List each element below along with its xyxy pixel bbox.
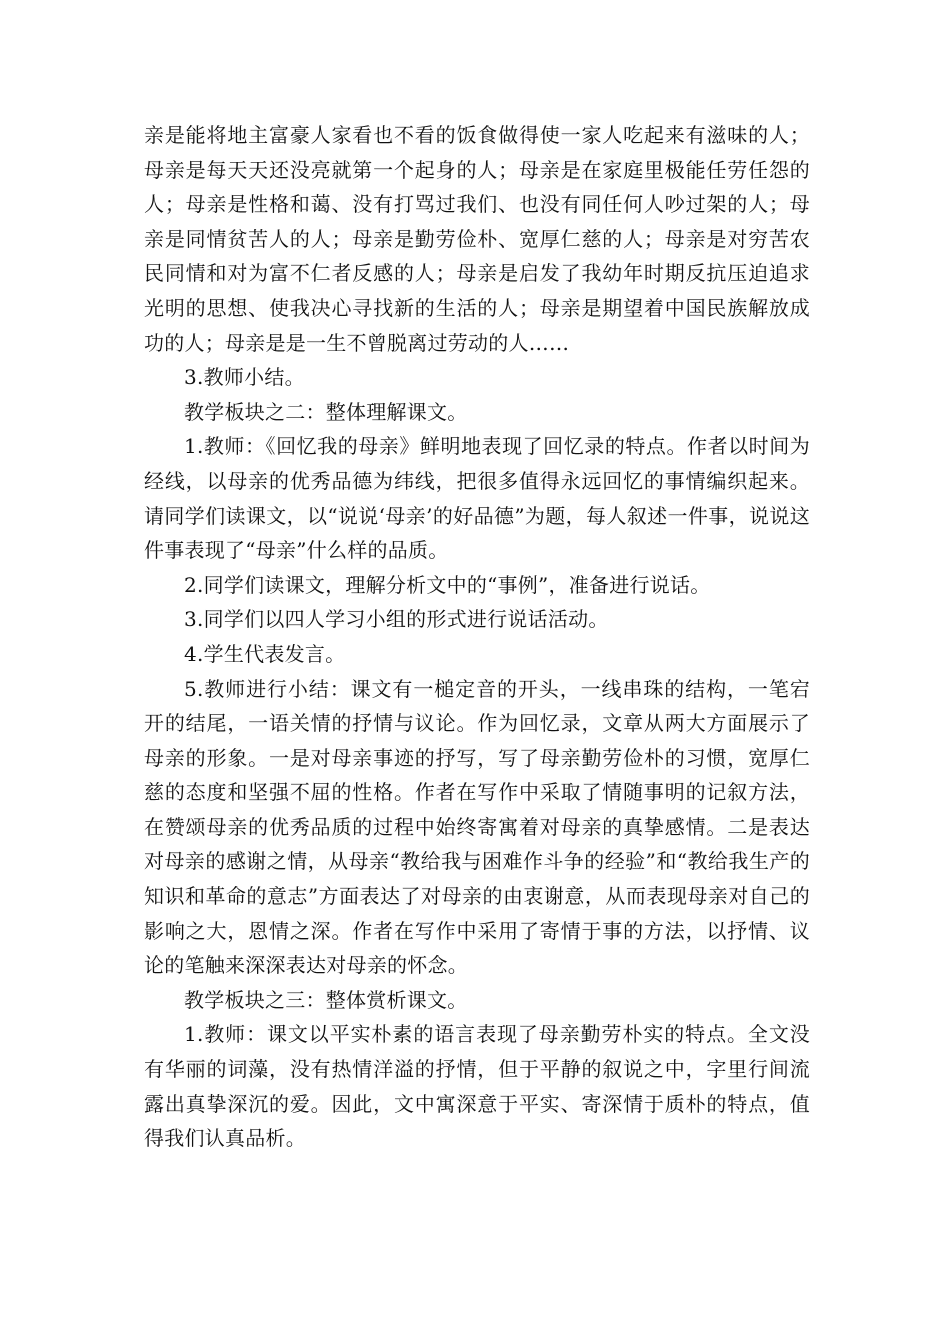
paragraph-mother-traits: 亲是能将地主富豪人家看也不看的饭食做得使一家人吃起来有滋味的人；母亲是每天天还没亮就第一个起身的人；母亲是在家庭里极能任劳任怨的人；母亲是性格和蔼、没有打骂过我们、也没有同任何人吵过架的人；母亲是同情贫苦人的人；母亲是勤劳俭朴、宽厚仁慈的人；母亲是对穷苦农民同情和对为富不仁者反感的人；母亲是启发了我幼年时期反抗压迫追求光明的思想、使我决心寻找新的生活的人；母亲是期望着中国民族解放成功的人；母亲是是一生不曾脱离过劳动的人…… bbox=[144, 123, 810, 355]
section-heading-3: 教学板块之三：整体赏析课文。 bbox=[184, 987, 468, 1012]
paragraph-students-read: 2.同学们读课文，理解分析文中的“事例”，准备进行说话。 bbox=[184, 572, 711, 597]
document-page bbox=[144, 118, 810, 1156]
paragraph-teacher-conclusion: 5.教师进行小结：课文有一槌定音的开头，一线串珠的结构，一笔宕开的结尾，一语关情的抒情与议论。作为回忆录，文章从两大方面展示了母亲的形象。一是对母亲事迹的抒写，写了母亲勤劳俭朴的习惯，宽厚仁慈的态度和坚强不屈的性格。作者在写作中采取了情随事明的记叙方法，在赞颂母亲的优秀品质的过程中始终寄寓着对母亲的真挚感情。二是表达对母亲的感谢之情，从母亲“教给我与困难作斗争的经验”和“教给我生产的知识和革命的意志”方面表达了对母亲的由衷谢意，从而表现母亲对自己的影响之大，恩情之深。作者在写作中采用了寄情于事的方法，以抒情、议论的笔触来深深表达对母亲的怀念。 bbox=[144, 676, 810, 978]
paragraph-teacher-summary: 3.教师小结。 bbox=[184, 365, 305, 390]
section-heading-2: 教学板块之二：整体理解课文。 bbox=[184, 399, 468, 424]
paragraph-teacher-intro: 1.教师：《回忆我的母亲》鲜明地表现了回忆录的特点。作者以时间为经线，以母亲的优秀品德为纬线，把很多值得永远回忆的事情编织起来。请同学们读课文，以“说说‘母亲’的好品德”为题，每人叙述一件事，说说这件事表现了“母亲”什么样的品质。 bbox=[144, 434, 810, 563]
paragraph-student-speech: 4.学生代表发言。 bbox=[184, 641, 346, 666]
paragraph-language-analysis: 1.教师：课文以平实朴素的语言表现了母亲勤劳朴实的特点。全文没有华丽的词藻，没有热情洋溢的抒情，但于平静的叙说之中，字里行间流露出真挚深沉的爱。因此，文中寓深意于平实、寄深情于质朴的特点，值得我们认真品析。 bbox=[144, 1022, 810, 1151]
paragraph-group-activity: 3.同学们以四人学习小组的形式进行说话活动。 bbox=[184, 607, 609, 632]
